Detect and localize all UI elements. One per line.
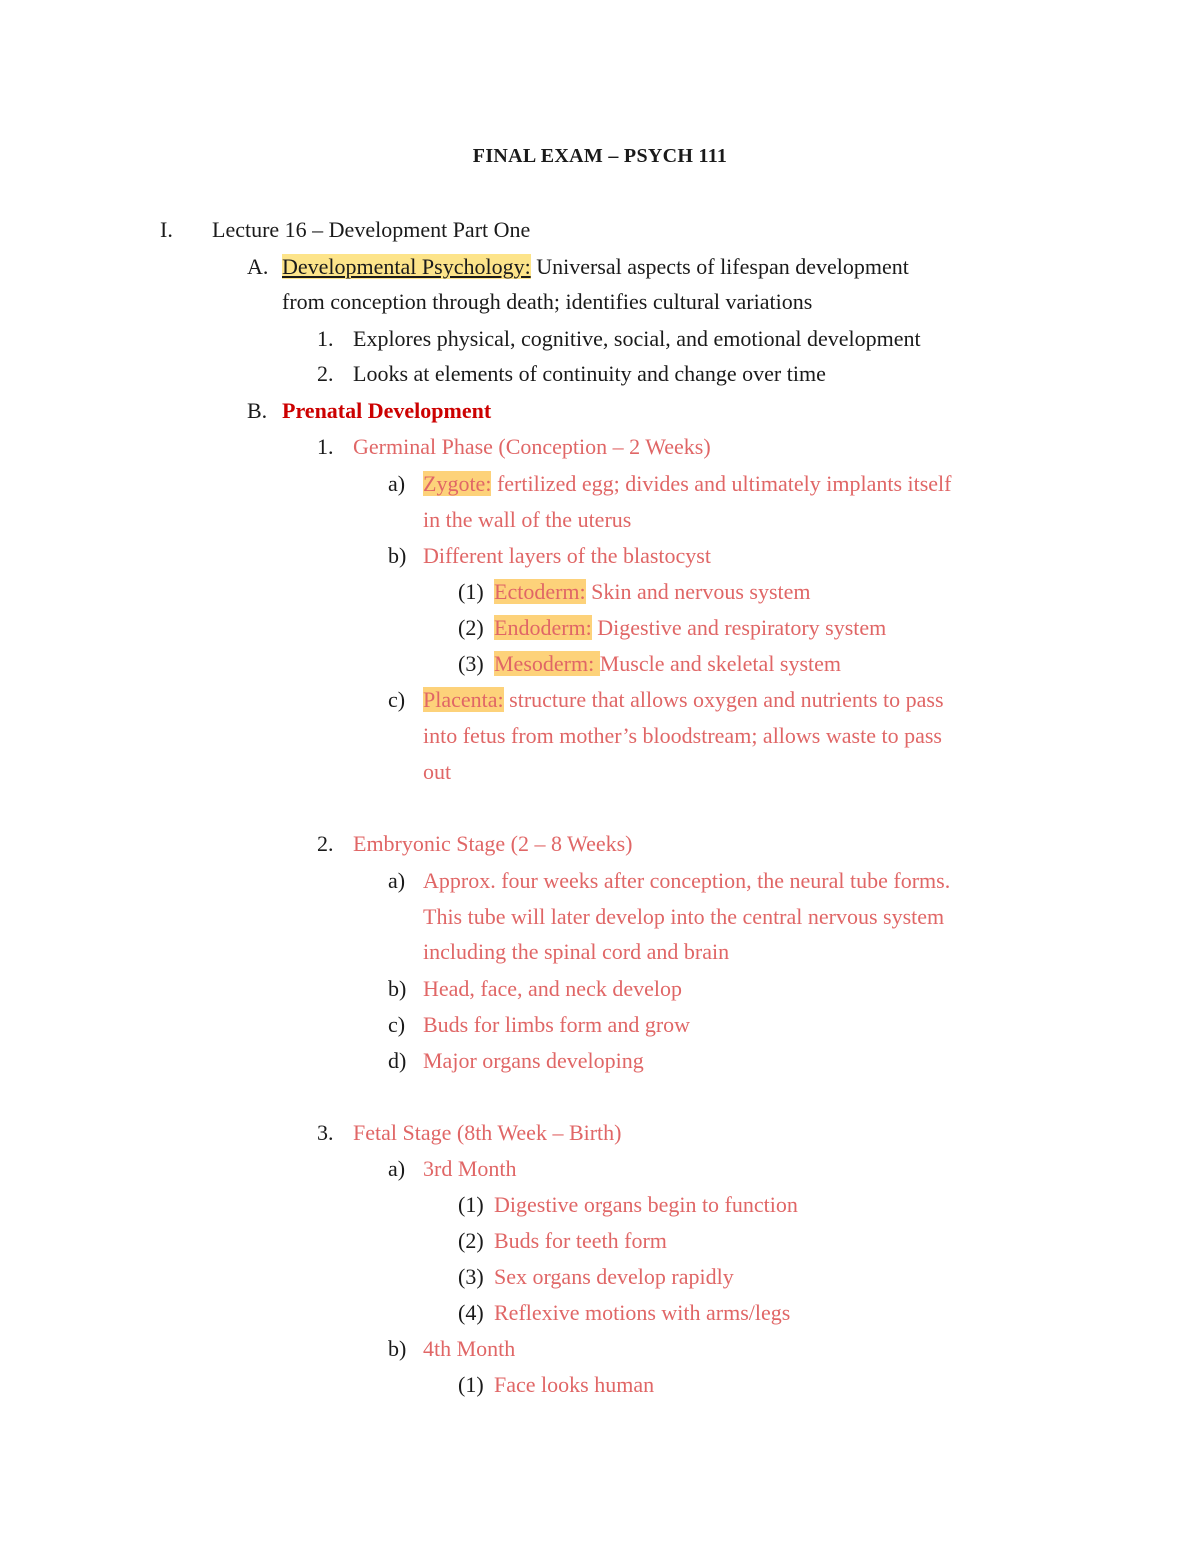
item-marker: 2.	[317, 831, 334, 856]
section-heading: Lecture 16 – Development Part One	[212, 217, 531, 242]
item-text: Buds for teeth form	[494, 1228, 667, 1253]
item-marker: (4)	[458, 1300, 484, 1325]
item-marker: b)	[388, 976, 407, 1001]
item-marker: (2)	[458, 615, 484, 640]
item-text: Reflexive motions with arms/legs	[494, 1300, 791, 1325]
item-marker: a)	[388, 868, 406, 893]
highlighted-term: Zygote:	[423, 471, 492, 496]
phase-heading: Fetal Stage (8th Week – Birth)	[353, 1120, 622, 1145]
item-marker: (1)	[458, 1372, 484, 1397]
item-marker: (3)	[458, 651, 484, 676]
item-text: Buds for limbs form and grow	[423, 1012, 691, 1037]
item-text: Approx. four weeks after conception, the neural tube forms.	[423, 868, 951, 893]
item-marker: 2.	[317, 361, 334, 386]
definition-text: from conception through death; identifies cultural variations	[282, 289, 813, 314]
item-marker: a)	[388, 1156, 406, 1181]
item-text: in the wall of the uterus	[423, 507, 632, 532]
highlighted-term: Placenta:	[423, 687, 504, 712]
definition-text: Universal aspects of lifespan development	[530, 254, 909, 279]
item-marker: (1)	[458, 1192, 484, 1217]
section-marker: I.	[160, 217, 173, 242]
page-title: FINAL EXAM – PSYCH 111	[472, 145, 728, 167]
item-marker: c)	[388, 1012, 406, 1037]
item-text: Sex organs develop rapidly	[494, 1264, 734, 1289]
item-text: Skin and nervous system	[585, 579, 811, 604]
item-text: Looks at elements of continuity and change over time	[353, 361, 826, 386]
item-text: Digestive organs begin to function	[494, 1192, 798, 1217]
item-text: Head, face, and neck develop	[423, 976, 682, 1001]
item-text: out	[423, 759, 452, 784]
phase-heading: Embryonic Stage (2 – 8 Weeks)	[353, 831, 633, 856]
item-marker: b)	[388, 1336, 407, 1361]
item-marker: (3)	[458, 1264, 484, 1289]
item-text: Explores physical, cognitive, social, and emotional development	[353, 326, 921, 351]
item-text: Different layers of the blastocyst	[423, 543, 711, 568]
item-text: Major organs developing	[423, 1048, 644, 1073]
item-text: 3rd Month	[423, 1156, 517, 1181]
item-marker: (1)	[458, 579, 484, 604]
item-marker: 1.	[317, 434, 334, 459]
highlighted-term: Mesoderm:	[494, 651, 600, 676]
item-text: Face looks human	[494, 1372, 655, 1397]
highlighted-term: Ectoderm:	[494, 579, 586, 604]
item-marker: B.	[247, 398, 268, 423]
item-text: structure that allows oxygen and nutrients to pass	[503, 687, 944, 712]
item-marker: c)	[388, 687, 406, 712]
item-text: Muscle and skeletal system	[599, 651, 842, 676]
item-text: including the spinal cord and brain	[423, 939, 730, 964]
item-text: 4th Month	[423, 1336, 516, 1361]
item-text: into fetus from mother’s bloodstream; allows waste to pass	[423, 723, 942, 748]
item-marker: d)	[388, 1048, 407, 1073]
item-marker: b)	[388, 543, 407, 568]
item-marker: 1.	[317, 326, 334, 351]
highlighted-term: Developmental Psychology:	[282, 254, 531, 279]
item-marker: a)	[388, 471, 406, 496]
item-marker: (2)	[458, 1228, 484, 1253]
phase-heading: Germinal Phase (Conception – 2 Weeks)	[353, 434, 711, 459]
highlighted-term: Endoderm:	[494, 615, 592, 640]
subsection-heading: Prenatal Development	[282, 398, 492, 423]
item-text: fertilized egg; divides and ultimately implants itself	[491, 471, 952, 496]
item-marker: 3.	[317, 1120, 334, 1145]
item-text: Digestive and respiratory system	[591, 615, 887, 640]
item-marker: A.	[247, 254, 269, 279]
item-text: This tube will later develop into the central nervous system	[423, 904, 945, 929]
